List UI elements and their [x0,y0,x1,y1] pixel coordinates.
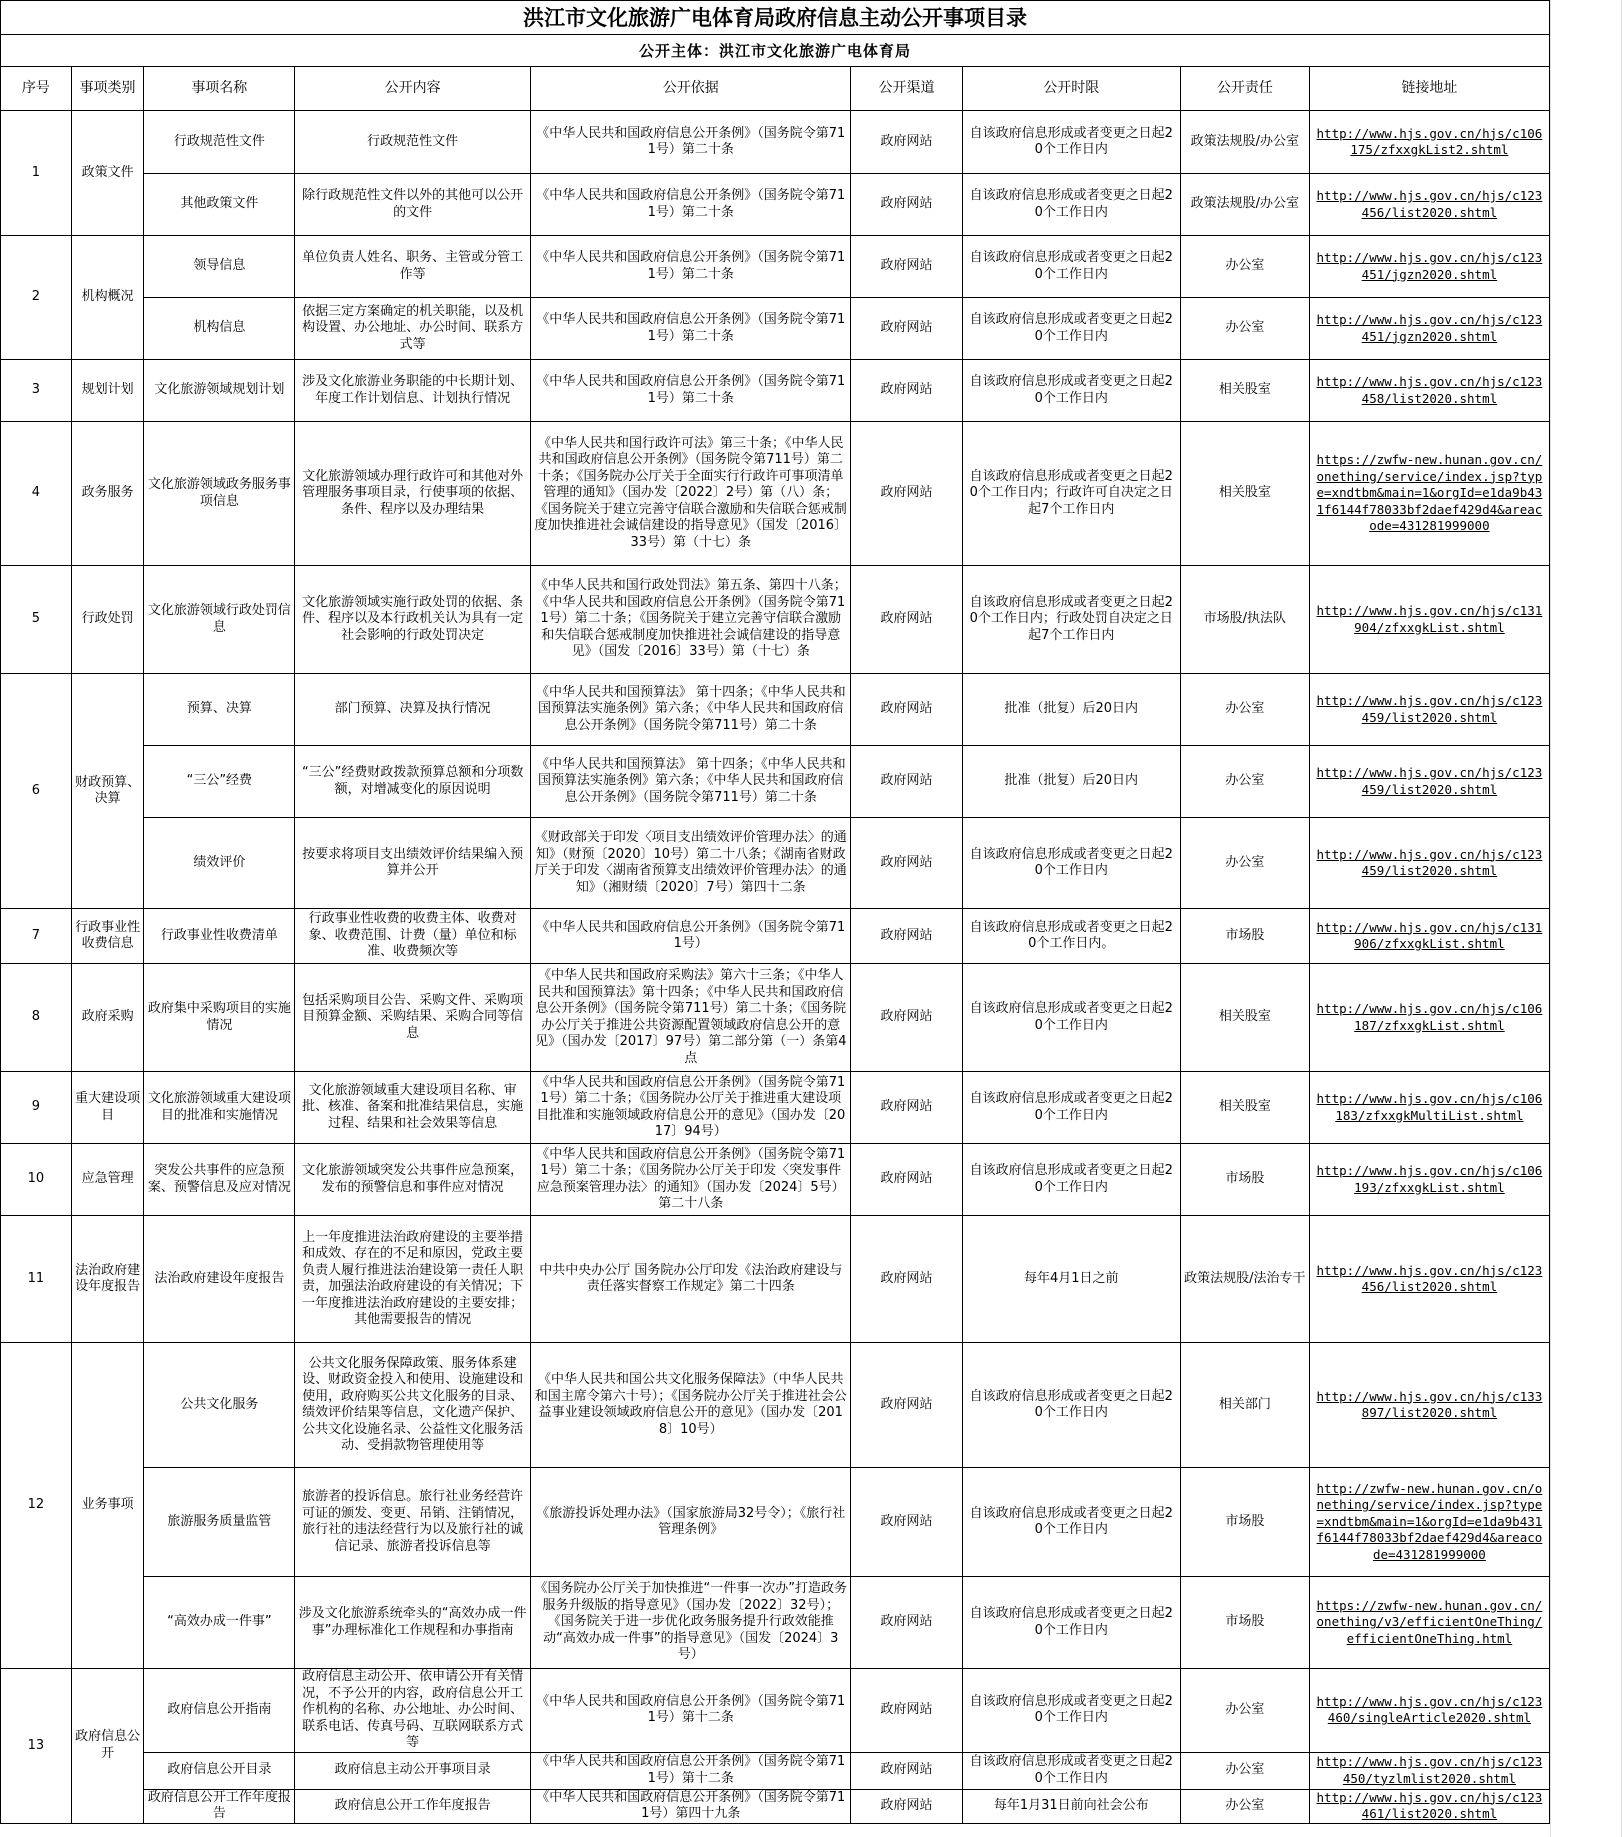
disclosure-content-cell: 文化旅游领域重大建设项目名称、审批、核准、备案和批准结果信息，实施过程、结果和社会效果等信息 [295,1072,531,1144]
category-cell: 行政处罚 [71,566,144,674]
disclosure-content-cell: 涉及文化旅游业务职能的中长期计划、年度工作计划信息、计划执行情况 [295,360,531,422]
table-row [1,1752,1550,1789]
category-cell: 行政事业性收费信息 [71,909,144,964]
disclosure-channel-cell: 政府网站 [851,1072,962,1144]
disclosure-channel-cell: 政府网站 [851,818,962,909]
disclosure-content-cell: 行政规范性文件 [295,111,531,174]
disclosure-basis-cell: 《中华人民共和国政府信息公开条例》（国务院令第711号） [531,909,851,964]
disclosure-basis-cell: 《国务院办公厅关于加快推进“一件事一次办”打造政务服务升级版的指导意见》（国办发〔2022〕32号）；《国务院关于进一步优化政务服务提升行政效能推动“高效办成一件事”的指导意见》（国发〔2024〕3号） [531,1577,851,1669]
disclosure-basis-cell: 《中华人民共和国行政许可法》第三十条；《中华人民共和国政府信息公开条例》（国务院令第711号）第二十条；《国务院办公厅关于全面实行行政许可事项清单管理的通知》（国办发〔2022〕2号）第（八）条；《国务院关于建立完善守信联合激励和失信联合惩戒制度加快推进社会诚信建设的指导意见》（国发〔2016〕33号）第（十七）条 [531,422,851,566]
disclosure-channel-cell: 政府网站 [851,1577,962,1669]
item-name-cell: “三公”经费 [144,746,295,818]
disclosure-deadline-cell: 自该政府信息形成或者变更之日起20个工作日内 [962,1669,1180,1753]
disclosure-deadline-cell: 批准（批复）后20日内 [962,674,1180,746]
disclosure-channel-cell: 政府网站 [851,1343,962,1468]
disclosure-basis-cell: 《中华人民共和国政府信息公开条例》（国务院令第711号）第四十九条 [531,1789,851,1823]
disclosure-basis-cell: 《中华人民共和国预算法》 第十四条；《中华人民共和国预算法实施条例》第六条；《中华人民共和国政府信息公开条例》（国务院令第711号）第二十条 [531,674,851,746]
disclosure-deadline-cell: 自该政府信息形成或者变更之日起20个工作日内；行政处罚自决定之日起7个工作日内 [962,566,1180,674]
table-row [1,674,1550,746]
item-name-cell: 政府集中采购项目的实施情况 [144,964,295,1072]
disclosure-deadline-cell: 自该政府信息形成或者变更之日起20个工作日内 [962,236,1180,298]
item-name-cell: 绩效评价 [144,818,295,909]
item-name-cell: 其他政策文件 [144,174,295,236]
table-row [1,566,1550,674]
responsible-unit-cell: 政策法规股/办公室 [1180,174,1309,236]
disclosure-basis-cell: 《中华人民共和国政府信息公开条例》（国务院令第711号）第十二条 [531,1669,851,1753]
link-url-cell[interactable]: http://www.hjs.gov.cn/hjs/c133897/list2020.shtml [1309,1343,1549,1468]
table-row [1,298,1550,360]
category-cell: 政府信息公开 [71,1669,144,1824]
category-cell: 法治政府建设年度报告 [71,1216,144,1343]
link-url-cell[interactable]: http://www.hjs.gov.cn/hjs/c123456/list2020.shtml [1309,1216,1549,1343]
header-cell: 事项名称 [144,67,295,111]
link-url-cell[interactable]: http://zwfw-new.hunan.gov.cn/onething/service/index.jsp?type=xndtbm&main=1&orgId=e1da9b431f6144f78033bf2daef429d4&areacode=431281999000 [1309,1468,1549,1577]
responsible-unit-cell: 办公室 [1180,746,1309,818]
table-row [1,174,1550,236]
link-url-cell[interactable]: https://zwfw-new.hunan.gov.cn/onething/service/index.jsp?type=xndtbm&main=1&orgId=e1da9b431f6144f78033bf2daef429d4&areacode=431281999000 [1309,422,1549,566]
seq-number-cell: 4 [1,422,72,566]
seq-number-cell: 7 [1,909,72,964]
category-cell: 重大建设项目 [71,1072,144,1144]
table-row [1,1468,1550,1577]
disclosure-basis-cell: 《中华人民共和国预算法》 第十四条；《中华人民共和国预算法实施条例》第六条；《中华人民共和国政府信息公开条例》（国务院令第711号）第二十条 [531,746,851,818]
header-cell: 公开责任 [1180,67,1309,111]
link-url-cell[interactable]: http://www.hjs.gov.cn/hjs/c106187/zfxxgkList.shtml [1309,964,1549,1072]
link-url-cell[interactable]: https://zwfw-new.hunan.gov.cn/onething/v3/efficientOneThing/efficientOneThing.html [1309,1577,1549,1669]
disclosure-deadline-cell: 自该政府信息形成或者变更之日起20个工作日内 [962,298,1180,360]
page-subtitle: 公开主体：洪江市文化旅游广电体育局 [0,34,1550,66]
responsible-unit-cell: 市场股 [1180,1144,1309,1216]
responsible-unit-cell: 市场股 [1180,1468,1309,1577]
seq-number-cell: 11 [1,1216,72,1343]
disclosure-channel-cell: 政府网站 [851,236,962,298]
table-row [1,1669,1550,1753]
disclosure-channel-cell: 政府网站 [851,1789,962,1823]
seq-number-cell: 2 [1,236,72,360]
disclosure-deadline-cell: 自该政府信息形成或者变更之日起20个工作日内；行政许可自决定之日起7个工作日内 [962,422,1180,566]
responsible-unit-cell: 政策法规股/法治专干 [1180,1216,1309,1343]
category-cell: 财政预算、决算 [71,674,144,909]
disclosure-content-cell: 行政事业性收费的收费主体、收费对象、收费范围、计费（量）单位和标准、收费频次等 [295,909,531,964]
disclosure-channel-cell: 政府网站 [851,566,962,674]
disclosure-deadline-cell: 自该政府信息形成或者变更之日起20个工作日内 [962,111,1180,174]
disclosure-deadline-cell: 每年4月1日之前 [962,1216,1180,1343]
header-cell: 公开渠道 [851,67,962,111]
disclosure-basis-cell: 《中华人民共和国政府信息公开条例》（国务院令第711号）第二十条 [531,360,851,422]
table-row [1,422,1550,566]
disclosure-deadline-cell: 自该政府信息形成或者变更之日起20个工作日内 [962,174,1180,236]
table-row [1,1144,1550,1216]
disclosure-deadline-cell: 自该政府信息形成或者变更之日起20个工作日内 [962,1752,1180,1789]
header-cell: 事项类别 [71,67,144,111]
link-url-cell[interactable]: http://www.hjs.gov.cn/hjs/c123450/tyzlmlist2020.shtml [1309,1752,1549,1789]
responsible-unit-cell: 相关股室 [1180,360,1309,422]
disclosure-deadline-cell: 自该政府信息形成或者变更之日起20个工作日内。 [962,909,1180,964]
disclosure-deadline-cell: 自该政府信息形成或者变更之日起20个工作日内 [962,818,1180,909]
disclosure-content-cell: 按要求将项目支出绩效评价结果编入预算并公开 [295,818,531,909]
disclosure-basis-cell: 《中华人民共和国政府信息公开条例》（国务院令第711号）第二十条；《国务院办公厅关于印发〈突发事件应急预案管理办法〉的通知》（国办发〔2024〕5号）第二十八条 [531,1144,851,1216]
responsible-unit-cell: 市场股/执法队 [1180,566,1309,674]
table-row [1,1072,1550,1144]
category-cell: 政务服务 [71,422,144,566]
item-name-cell: 机构信息 [144,298,295,360]
item-name-cell: 政府信息公开目录 [144,1752,295,1789]
header-cell: 序号 [1,67,72,111]
disclosure-content-cell: 文化旅游领域办理行政许可和其他对外管理服务事项目录，行使事项的依据、条件、程序以及办理结果 [295,422,531,566]
link-url-cell[interactable]: http://www.hjs.gov.cn/hjs/c131904/zfxxgkList.shtml [1309,566,1549,674]
responsible-unit-cell: 办公室 [1180,1669,1309,1753]
gridline-vertical [1550,0,1551,1837]
disclosure-content-cell: 政府信息公开工作年度报告 [295,1789,531,1823]
disclosure-content-cell: 旅游者的投诉信息。旅行社业务经营许可证的颁发、变更、吊销、注销情况，旅行社的违法经营行为以及旅行社的诚信记录、旅游者投诉信息等 [295,1468,531,1577]
disclosure-content-cell: 上一年度推进法治政府建设的主要举措和成效、存在的不足和原因，党政主要负责人履行推进法治建设第一责任人职责，加强法治政府建设的有关情况；下一年度推进法治政府建设的主要安排；其他需要报告的情况 [295,1216,531,1343]
disclosure-deadline-cell: 批准（批复）后20日内 [962,746,1180,818]
disclosure-content-cell: 包括采购项目公告、采购文件、采购项目预算金额、采购结果、采购合同等信息 [295,964,531,1072]
item-name-cell: 文化旅游领域规划计划 [144,360,295,422]
item-name-cell: 突发公共事件的应急预案、预警信息及应对情况 [144,1144,295,1216]
disclosure-deadline-cell: 自该政府信息形成或者变更之日起20个工作日内 [962,964,1180,1072]
table-row [1,818,1550,909]
responsible-unit-cell: 市场股 [1180,909,1309,964]
disclosure-deadline-cell: 自该政府信息形成或者变更之日起20个工作日内 [962,1144,1180,1216]
disclosure-channel-cell: 政府网站 [851,746,962,818]
link-url-cell[interactable]: http://www.hjs.gov.cn/hjs/c123456/list2020.shtml [1309,174,1549,236]
item-name-cell: 政府信息公开指南 [144,1669,295,1753]
category-cell: 规划计划 [71,360,144,422]
item-name-cell: 文化旅游领域政务服务事项信息 [144,422,295,566]
disclosure-content-cell: 单位负责人姓名、职务、主管或分管工作等 [295,236,531,298]
responsible-unit-cell: 办公室 [1180,674,1309,746]
disclosure-channel-cell: 政府网站 [851,964,962,1072]
disclosure-basis-cell: 《中华人民共和国政府信息公开条例》（国务院令第711号）第二十条 [531,298,851,360]
disclosure-channel-cell: 政府网站 [851,1144,962,1216]
seq-number-cell: 1 [1,111,72,236]
disclosure-basis-cell: 《中华人民共和国公共文化服务保障法》（中华人民共和国主席令第六十号）；《国务院办公厅关于推进社会公益事业建设领域政府信息公开的意见》（国办发〔2018〕10号） [531,1343,851,1468]
header-cell: 公开时限 [962,67,1180,111]
disclosure-content-cell: 政府信息主动公开、依申请公开有关情况，不予公开的内容，政府信息公开工作机构的名称、办公地址、办公时间、联系电话、传真号码、互联网联系方式等 [295,1669,531,1753]
table-row [1,746,1550,818]
table-row [1,1216,1550,1343]
category-cell: 政策文件 [71,111,144,236]
disclosure-channel-cell: 政府网站 [851,174,962,236]
disclosure-channel-cell: 政府网站 [851,298,962,360]
header-row [1,67,1550,111]
disclosure-basis-cell: 《中华人民共和国行政处罚法》第五条、第四十八条；《中华人民共和国政府信息公开条例》（国务院令第711号）第二十条；《国务院关于建立完善守信联合激励和失信联合惩戒制度加快推进社会诚信建设的指导意见》（国发〔2016〕33号）第（十七）条 [531,566,851,674]
item-name-cell: 文化旅游领域行政处罚信息 [144,566,295,674]
disclosure-deadline-cell: 每年1月31日前向社会公布 [962,1789,1180,1823]
link-url-cell[interactable]: http://www.hjs.gov.cn/hjs/c123459/list2020.shtml [1309,818,1549,909]
responsible-unit-cell: 相关股室 [1180,964,1309,1072]
disclosure-channel-cell: 政府网站 [851,1752,962,1789]
disclosure-content-cell: “三公”经费财政拨款预算总额和分项数额，对增减变化的原因说明 [295,746,531,818]
item-name-cell: 行政规范性文件 [144,111,295,174]
seq-number-cell: 9 [1,1072,72,1144]
seq-number-cell: 5 [1,566,72,674]
responsible-unit-cell: 政策法规股/办公室 [1180,111,1309,174]
table-row [1,360,1550,422]
item-name-cell: 政府信息公开工作年度报告 [144,1789,295,1823]
seq-number-cell: 12 [1,1343,72,1669]
disclosure-basis-cell: 《中华人民共和国政府信息公开条例》（国务院令第711号）第二十条；《国务院办公厅关于推进重大建设项目批准和实施领域政府信息公开的意见》（国办发〔2017〕94号） [531,1072,851,1144]
disclosure-deadline-cell: 自该政府信息形成或者变更之日起20个工作日内 [962,1468,1180,1577]
item-name-cell: 公共文化服务 [144,1343,295,1468]
disclosure-channel-cell: 政府网站 [851,1669,962,1753]
disclosure-channel-cell: 政府网站 [851,674,962,746]
header-cell: 链接地址 [1309,67,1549,111]
disclosure-content-cell: 除行政规范性文件以外的其他可以公开的文件 [295,174,531,236]
table-row [1,1577,1550,1669]
disclosure-channel-cell: 政府网站 [851,909,962,964]
disclosure-channel-cell: 政府网站 [851,111,962,174]
category-cell: 政府采购 [71,964,144,1072]
disclosure-channel-cell: 政府网站 [851,1216,962,1343]
disclosure-content-cell: 文化旅游领域突发公共事件应急预案，发布的预警信息和事件应对情况 [295,1144,531,1216]
link-url-cell[interactable]: http://www.hjs.gov.cn/hjs/c123451/jgzn2020.shtml [1309,236,1549,298]
disclosure-channel-cell: 政府网站 [851,1468,962,1577]
category-cell: 业务事项 [71,1343,144,1669]
item-name-cell: 预算、决算 [144,674,295,746]
disclosure-basis-cell: 《旅游投诉处理办法》（国家旅游局32号令）；《旅行社管理条例》 [531,1468,851,1577]
responsible-unit-cell: 办公室 [1180,298,1309,360]
catalog-table [0,66,1550,1824]
seq-number-cell: 3 [1,360,72,422]
link-url-cell[interactable]: http://www.hjs.gov.cn/hjs/c106175/zfxxgkList2.shtml [1309,111,1549,174]
link-url-cell[interactable]: http://www.hjs.gov.cn/hjs/c123451/jgzn2020.shtml [1309,298,1549,360]
item-name-cell: 法治政府建设年度报告 [144,1216,295,1343]
link-url-cell[interactable]: http://www.hjs.gov.cn/hjs/c106183/zfxxgkMultiList.shtml [1309,1072,1549,1144]
table-row [1,236,1550,298]
disclosure-basis-cell: 《中华人民共和国政府采购法》第六十三条；《中华人民共和国预算法》第十四条；《中华人民共和国政府信息公开条例》（国务院令第711号）第二十条；《国务院办公厅关于推进公共资源配置领域政府信息公开的意见》（国办发〔2017〕97号）第二部分第（一）条第4点 [531,964,851,1072]
item-name-cell: “高效办成一件事” [144,1577,295,1669]
link-url-cell[interactable]: http://www.hjs.gov.cn/hjs/c123460/singleArticle2020.shtml [1309,1669,1549,1753]
disclosure-content-cell: 涉及文化旅游系统牵头的“高效办成一件事”办理标准化工作规程和办事指南 [295,1577,531,1669]
table-row [1,111,1550,174]
header-cell: 公开内容 [295,67,531,111]
disclosure-channel-cell: 政府网站 [851,360,962,422]
header-cell: 公开依据 [531,67,851,111]
table-row [1,1789,1550,1823]
item-name-cell: 文化旅游领域重大建设项目的批准和实施情况 [144,1072,295,1144]
link-url-cell[interactable]: http://www.hjs.gov.cn/hjs/c123459/list2020.shtml [1309,746,1549,818]
responsible-unit-cell: 相关部门 [1180,1343,1309,1468]
disclosure-deadline-cell: 自该政府信息形成或者变更之日起20个工作日内 [962,1577,1180,1669]
item-name-cell: 行政事业性收费清单 [144,909,295,964]
category-cell: 应急管理 [71,1144,144,1216]
table-row [1,1343,1550,1468]
disclosure-basis-cell: 《中华人民共和国政府信息公开条例》（国务院令第711号）第二十条 [531,174,851,236]
responsible-unit-cell: 办公室 [1180,1752,1309,1789]
disclosure-content-cell: 依据三定方案确定的机关职能，以及机构设置、办公地址、办公时间、联系方式等 [295,298,531,360]
link-url-cell[interactable]: http://www.hjs.gov.cn/hjs/c106193/zfxxgkList.shtml [1309,1144,1549,1216]
seq-number-cell: 13 [1,1669,72,1824]
link-url-cell[interactable]: http://www.hjs.gov.cn/hjs/c123461/list2020.shtml [1309,1789,1549,1823]
disclosure-content-cell: 公共文化服务保障政策、服务体系建设、财政资金投入和使用、设施建设和使用，政府购买公共文化服务的目录、绩效评价结果等信息，文化遗产保护、公共文化设施名录、公益性文化服务活动、受捐款物管理使用等 [295,1343,531,1468]
disclosure-deadline-cell: 自该政府信息形成或者变更之日起20个工作日内 [962,1072,1180,1144]
seq-number-cell: 6 [1,674,72,909]
page-title: 洪江市文化旅游广电体育局政府信息主动公开事项目录 [0,0,1550,34]
link-url-cell[interactable]: http://www.hjs.gov.cn/hjs/c131906/zfxxgkList.shtml [1309,909,1549,964]
responsible-unit-cell: 办公室 [1180,818,1309,909]
disclosure-basis-cell: 《中华人民共和国政府信息公开条例》（国务院令第711号）第十二条 [531,1752,851,1789]
item-name-cell: 领导信息 [144,236,295,298]
responsible-unit-cell: 相关股室 [1180,1072,1309,1144]
disclosure-basis-cell: 《财政部关于印发〈项目支出绩效评价管理办法〉的通知》（财预〔2020〕10号）第二十八条；《湖南省财政厅关于印发〈湖南省预算支出绩效评价管理办法〉的通知》（湘财绩〔2020〕7号）第四十二条 [531,818,851,909]
item-name-cell: 旅游服务质量监管 [144,1468,295,1577]
disclosure-basis-cell: 《中华人民共和国政府信息公开条例》（国务院令第711号）第二十条 [531,236,851,298]
category-cell: 机构概况 [71,236,144,360]
responsible-unit-cell: 办公室 [1180,236,1309,298]
catalog-body [1,111,1550,1824]
disclosure-deadline-cell: 自该政府信息形成或者变更之日起20个工作日内 [962,1343,1180,1468]
disclosure-deadline-cell: 自该政府信息形成或者变更之日起20个工作日内 [962,360,1180,422]
disclosure-content-cell: 政府信息主动公开事项目录 [295,1752,531,1789]
seq-number-cell: 8 [1,964,72,1072]
disclosure-basis-cell: 中共中央办公厅 国务院办公厅印发《法治政府建设与责任落实督察工作规定》第二十四条 [531,1216,851,1343]
table-row [1,964,1550,1072]
disclosure-basis-cell: 《中华人民共和国政府信息公开条例》（国务院令第711号）第二十条 [531,111,851,174]
link-url-cell[interactable]: http://www.hjs.gov.cn/hjs/c123459/list2020.shtml [1309,674,1549,746]
table-row [1,909,1550,964]
responsible-unit-cell: 相关股室 [1180,422,1309,566]
responsible-unit-cell: 市场股 [1180,1577,1309,1669]
disclosure-channel-cell: 政府网站 [851,422,962,566]
seq-number-cell: 10 [1,1144,72,1216]
responsible-unit-cell: 办公室 [1180,1789,1309,1823]
disclosure-content-cell: 部门预算、决算及执行情况 [295,674,531,746]
disclosure-content-cell: 文化旅游领域实施行政处罚的依据、条件、程序以及本行政机关认为具有一定社会影响的行政处罚决定 [295,566,531,674]
link-url-cell[interactable]: http://www.hjs.gov.cn/hjs/c123458/list2020.shtml [1309,360,1549,422]
